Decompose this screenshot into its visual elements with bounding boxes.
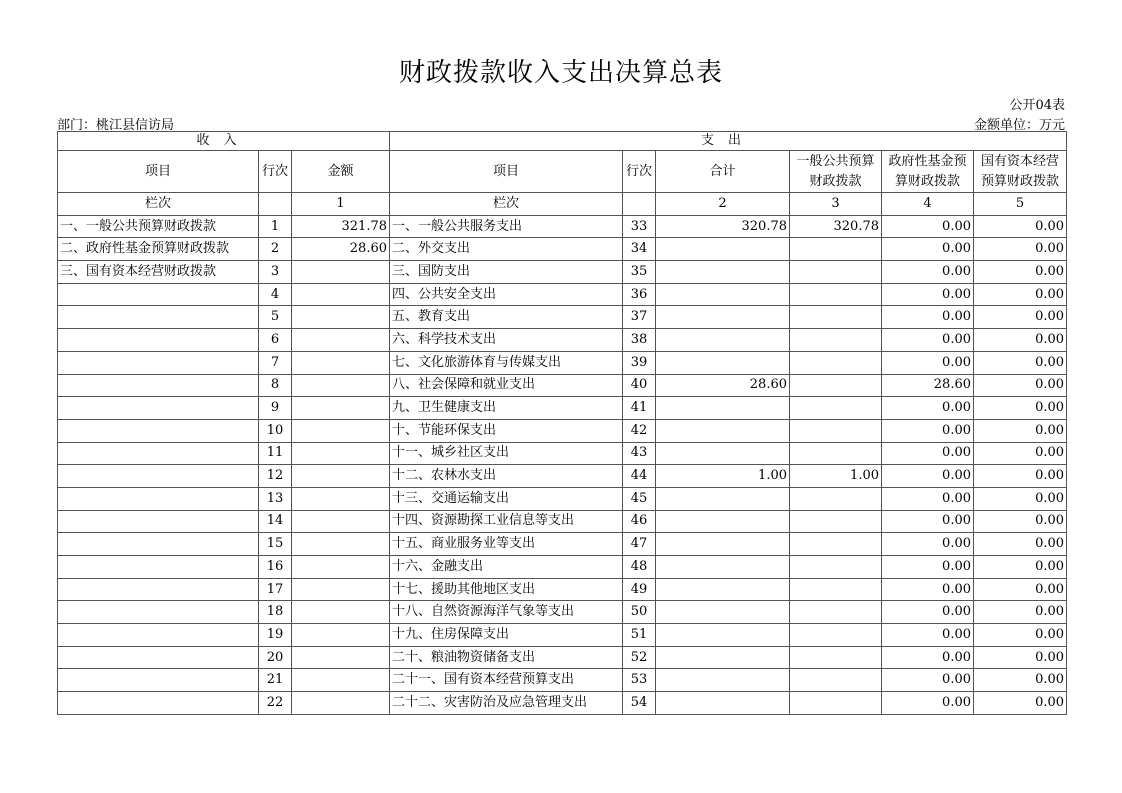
gov-fund-cell: 0.00 <box>882 442 974 465</box>
column-number-row <box>58 193 1067 216</box>
state-capital-cell: 0.00 <box>974 669 1067 692</box>
expense-line-cell: 49 <box>623 578 656 601</box>
total-cell <box>656 397 790 420</box>
general-budget-cell <box>790 397 882 420</box>
income-line-cell: 14 <box>259 510 292 533</box>
expense-item-cell: 六、科学技术支出 <box>390 329 623 352</box>
gov-fund-cell: 0.00 <box>882 669 974 692</box>
table-row <box>58 329 1067 352</box>
table-row <box>58 533 1067 556</box>
gov-fund-cell: 0.00 <box>882 351 974 374</box>
total-column-number: 2 <box>656 193 790 216</box>
income-item-cell <box>58 624 259 647</box>
income-amount-header: 金额 <box>292 151 390 193</box>
state-capital-cell: 0.00 <box>974 533 1067 556</box>
general-budget-cell <box>790 578 882 601</box>
total-cell <box>656 442 790 465</box>
expense-item-cell: 十、节能环保支出 <box>390 419 623 442</box>
expense-item-cell: 三、国防支出 <box>390 261 623 284</box>
expense-line-cell: 42 <box>623 419 656 442</box>
income-line-cell: 1 <box>259 215 292 238</box>
general-budget-cell <box>790 692 882 715</box>
total-cell <box>656 646 790 669</box>
expense-line-cell: 50 <box>623 601 656 624</box>
expense-line-cell: 37 <box>623 306 656 329</box>
expense-section-header: 支出 <box>390 132 1067 151</box>
gov-fund-cell: 0.00 <box>882 601 974 624</box>
expense-item-cell: 十九、住房保障支出 <box>390 624 623 647</box>
expense-line-cell: 41 <box>623 397 656 420</box>
expense-line-cell: 47 <box>623 533 656 556</box>
gov-fund-cell: 0.00 <box>882 556 974 579</box>
state-capital-cell: 0.00 <box>974 419 1067 442</box>
expense-item-cell: 十三、交通运输支出 <box>390 487 623 510</box>
general-budget-cell <box>790 329 882 352</box>
expense-line-cell: 44 <box>623 465 656 488</box>
income-amount-column-number: 1 <box>292 193 390 216</box>
table-row <box>58 261 1067 284</box>
gov-fund-cell: 0.00 <box>882 510 974 533</box>
expense-item-cell: 四、公共安全支出 <box>390 283 623 306</box>
expense-item-cell: 二、外交支出 <box>390 238 623 261</box>
table-row <box>58 397 1067 420</box>
income-item-cell <box>58 533 259 556</box>
table-row <box>58 374 1067 397</box>
expense-line-header: 行次 <box>623 151 656 193</box>
gov-fund-cell: 0.00 <box>882 329 974 352</box>
expense-item-cell: 十七、援助其他地区支出 <box>390 578 623 601</box>
income-line-cell: 15 <box>259 533 292 556</box>
income-amount-cell <box>292 556 390 579</box>
gov-fund-cell: 0.00 <box>882 465 974 488</box>
state-capital-cell: 0.00 <box>974 261 1067 284</box>
general-budget-cell <box>790 601 882 624</box>
income-item-cell <box>58 465 259 488</box>
income-amount-cell <box>292 601 390 624</box>
gov-fund-cell: 0.00 <box>882 397 974 420</box>
income-amount-cell: 321.78 <box>292 215 390 238</box>
income-line-cell: 10 <box>259 419 292 442</box>
gov-fund-cell: 0.00 <box>882 646 974 669</box>
total-cell <box>656 261 790 284</box>
income-amount-cell <box>292 419 390 442</box>
income-amount-cell <box>292 397 390 420</box>
expense-item-cell: 二十一、国有资本经营预算支出 <box>390 669 623 692</box>
table-row <box>58 283 1067 306</box>
income-item-cell <box>58 692 259 715</box>
gov-fund-cell: 0.00 <box>882 487 974 510</box>
state-capital-cell: 0.00 <box>974 646 1067 669</box>
state-capital-cell: 0.00 <box>974 487 1067 510</box>
income-line-number-cell <box>259 193 292 216</box>
income-amount-cell <box>292 669 390 692</box>
income-item-cell <box>58 329 259 352</box>
table-row <box>58 692 1067 715</box>
income-amount-cell <box>292 510 390 533</box>
state-capital-cell: 0.00 <box>974 329 1067 352</box>
general-budget-header: 一般公共预算财政拨款 <box>790 151 882 193</box>
income-amount-cell <box>292 283 390 306</box>
state-capital-cell: 0.00 <box>974 465 1067 488</box>
total-cell <box>656 306 790 329</box>
income-item-cell: 二、政府性基金预算财政拨款 <box>58 238 259 261</box>
state-capital-cell: 0.00 <box>974 215 1067 238</box>
income-line-cell: 13 <box>259 487 292 510</box>
gov-fund-cell: 0.00 <box>882 578 974 601</box>
income-item-cell <box>58 374 259 397</box>
general-budget-cell <box>790 487 882 510</box>
income-amount-cell <box>292 351 390 374</box>
report-title: 财政拨款收入支出决算总表 <box>398 58 723 88</box>
expense-line-cell: 36 <box>623 283 656 306</box>
income-item-cell <box>58 556 259 579</box>
table-row <box>58 442 1067 465</box>
gov-fund-cell: 0.00 <box>882 624 974 647</box>
income-amount-cell <box>292 306 390 329</box>
income-item-cell <box>58 669 259 692</box>
income-amount-cell <box>292 646 390 669</box>
expense-item-cell: 二十、粮油物资储备支出 <box>390 646 623 669</box>
expense-line-cell: 48 <box>623 556 656 579</box>
total-cell <box>656 556 790 579</box>
table-row <box>58 238 1067 261</box>
total-cell <box>656 510 790 533</box>
total-cell <box>656 669 790 692</box>
total-cell <box>656 692 790 715</box>
total-cell: 320.78 <box>656 215 790 238</box>
income-column-label: 栏次 <box>58 193 259 216</box>
total-cell <box>656 487 790 510</box>
income-line-cell: 9 <box>259 397 292 420</box>
state-capital-cell: 0.00 <box>974 556 1067 579</box>
general-budget-cell <box>790 306 882 329</box>
state-capital-cell: 0.00 <box>974 601 1067 624</box>
income-amount-cell <box>292 533 390 556</box>
total-cell <box>656 533 790 556</box>
gov-fund-cell: 0.00 <box>882 692 974 715</box>
income-item-cell: 三、国有资本经营财政拨款 <box>58 261 259 284</box>
total-cell <box>656 419 790 442</box>
income-item-cell <box>58 306 259 329</box>
general-budget-column-number: 3 <box>790 193 882 216</box>
state-capital-cell: 0.00 <box>974 578 1067 601</box>
state-capital-cell: 0.00 <box>974 351 1067 374</box>
total-cell: 1.00 <box>656 465 790 488</box>
table-row <box>58 465 1067 488</box>
expense-line-cell: 38 <box>623 329 656 352</box>
income-item-header: 项目 <box>58 151 259 193</box>
department-label: 部门：桃江县信访局 <box>57 118 175 133</box>
table-row <box>58 624 1067 647</box>
income-line-cell: 19 <box>259 624 292 647</box>
gov-fund-cell: 28.60 <box>882 374 974 397</box>
expense-line-cell: 40 <box>623 374 656 397</box>
state-capital-cell: 0.00 <box>974 510 1067 533</box>
total-cell <box>656 238 790 261</box>
state-capital-cell: 0.00 <box>974 692 1067 715</box>
total-cell: 28.60 <box>656 374 790 397</box>
income-item-cell <box>58 487 259 510</box>
general-budget-cell <box>790 238 882 261</box>
general-budget-cell <box>790 646 882 669</box>
general-budget-cell: 320.78 <box>790 215 882 238</box>
general-budget-cell <box>790 510 882 533</box>
state-capital-header: 国有资本经营预算财政拨款 <box>974 151 1067 193</box>
expense-line-cell: 52 <box>623 646 656 669</box>
income-amount-cell <box>292 329 390 352</box>
income-line-cell: 18 <box>259 601 292 624</box>
table-row <box>58 510 1067 533</box>
general-budget-cell <box>790 669 882 692</box>
general-budget-cell <box>790 556 882 579</box>
form-number: 公开04表 <box>1009 98 1065 113</box>
income-amount-cell <box>292 578 390 601</box>
income-amount-cell <box>292 624 390 647</box>
income-item-cell: 一、一般公共预算财政拨款 <box>58 215 259 238</box>
gov-fund-column-number: 4 <box>882 193 974 216</box>
income-item-cell <box>58 442 259 465</box>
total-cell <box>656 578 790 601</box>
income-line-cell: 4 <box>259 283 292 306</box>
income-line-cell: 3 <box>259 261 292 284</box>
income-line-cell: 8 <box>259 374 292 397</box>
income-item-cell <box>58 578 259 601</box>
state-capital-column-number: 5 <box>974 193 1067 216</box>
gov-fund-cell: 0.00 <box>882 283 974 306</box>
state-capital-cell: 0.00 <box>974 238 1067 261</box>
gov-fund-header: 政府性基金预算财政拨款 <box>882 151 974 193</box>
total-cell <box>656 329 790 352</box>
general-budget-cell <box>790 351 882 374</box>
income-item-cell <box>58 510 259 533</box>
expense-item-cell: 十六、金融支出 <box>390 556 623 579</box>
income-line-cell: 22 <box>259 692 292 715</box>
expense-line-cell: 51 <box>623 624 656 647</box>
income-line-cell: 21 <box>259 669 292 692</box>
income-amount-cell: 28.60 <box>292 238 390 261</box>
expense-line-cell: 39 <box>623 351 656 374</box>
general-budget-cell: 1.00 <box>790 465 882 488</box>
total-cell <box>656 601 790 624</box>
income-item-cell <box>58 646 259 669</box>
income-item-cell <box>58 351 259 374</box>
table-row <box>58 578 1067 601</box>
expense-item-cell: 十二、农林水支出 <box>390 465 623 488</box>
table-row <box>58 306 1067 329</box>
general-budget-cell <box>790 374 882 397</box>
amount-unit-label: 金额单位：万元 <box>973 118 1065 133</box>
section-header-row <box>58 132 1067 151</box>
column-header-row <box>58 151 1067 193</box>
general-budget-cell <box>790 624 882 647</box>
general-budget-cell <box>790 442 882 465</box>
expense-item-cell: 十八、自然资源海洋气象等支出 <box>390 601 623 624</box>
expense-line-cell: 43 <box>623 442 656 465</box>
general-budget-cell <box>790 283 882 306</box>
expense-item-cell: 二十二、灾害防治及应急管理支出 <box>390 692 623 715</box>
expense-item-cell: 十四、资源勘探工业信息等支出 <box>390 510 623 533</box>
expense-line-cell: 34 <box>623 238 656 261</box>
expense-item-cell: 九、卫生健康支出 <box>390 397 623 420</box>
expense-line-cell: 46 <box>623 510 656 533</box>
state-capital-cell: 0.00 <box>974 283 1067 306</box>
gov-fund-cell: 0.00 <box>882 261 974 284</box>
expense-line-cell: 54 <box>623 692 656 715</box>
expense-item-cell: 十五、商业服务业等支出 <box>390 533 623 556</box>
income-line-cell: 16 <box>259 556 292 579</box>
income-amount-cell <box>292 261 390 284</box>
expense-item-cell: 十一、城乡社区支出 <box>390 442 623 465</box>
expense-item-cell: 八、社会保障和就业支出 <box>390 374 623 397</box>
table-row <box>58 556 1067 579</box>
table-row <box>58 646 1067 669</box>
general-budget-cell <box>790 261 882 284</box>
expense-item-cell: 五、教育支出 <box>390 306 623 329</box>
gov-fund-cell: 0.00 <box>882 306 974 329</box>
general-budget-cell <box>790 419 882 442</box>
gov-fund-cell: 0.00 <box>882 215 974 238</box>
expense-line-cell: 45 <box>623 487 656 510</box>
income-item-cell <box>58 397 259 420</box>
income-item-cell <box>58 419 259 442</box>
expense-item-cell: 七、文化旅游体育与传媒支出 <box>390 351 623 374</box>
gov-fund-cell: 0.00 <box>882 533 974 556</box>
table-row <box>58 215 1067 238</box>
state-capital-cell: 0.00 <box>974 374 1067 397</box>
income-line-cell: 20 <box>259 646 292 669</box>
total-cell <box>656 351 790 374</box>
total-cell <box>656 624 790 647</box>
income-amount-cell <box>292 442 390 465</box>
total-header: 合计 <box>656 151 790 193</box>
expense-line-cell: 33 <box>623 215 656 238</box>
budget-summary-table <box>57 131 1067 715</box>
income-amount-cell <box>292 465 390 488</box>
table-row <box>58 419 1067 442</box>
income-amount-cell <box>292 692 390 715</box>
total-cell <box>656 283 790 306</box>
income-line-cell: 2 <box>259 238 292 261</box>
income-amount-cell <box>292 487 390 510</box>
state-capital-cell: 0.00 <box>974 624 1067 647</box>
gov-fund-cell: 0.00 <box>882 238 974 261</box>
income-section-header: 收入 <box>58 132 390 151</box>
expense-column-label: 栏次 <box>390 193 623 216</box>
income-line-header: 行次 <box>259 151 292 193</box>
expense-line-cell: 53 <box>623 669 656 692</box>
state-capital-cell: 0.00 <box>974 306 1067 329</box>
state-capital-cell: 0.00 <box>974 397 1067 420</box>
expense-line-cell: 35 <box>623 261 656 284</box>
income-amount-cell <box>292 374 390 397</box>
income-item-cell <box>58 601 259 624</box>
income-item-cell <box>58 283 259 306</box>
expense-item-header: 项目 <box>390 151 623 193</box>
expense-item-cell: 一、一般公共服务支出 <box>390 215 623 238</box>
general-budget-cell <box>790 533 882 556</box>
income-line-cell: 5 <box>259 306 292 329</box>
state-capital-cell: 0.00 <box>974 442 1067 465</box>
income-line-cell: 17 <box>259 578 292 601</box>
expense-line-number-cell <box>623 193 656 216</box>
table-row <box>58 487 1067 510</box>
income-line-cell: 11 <box>259 442 292 465</box>
table-row <box>58 601 1067 624</box>
income-line-cell: 12 <box>259 465 292 488</box>
income-line-cell: 6 <box>259 329 292 352</box>
income-line-cell: 7 <box>259 351 292 374</box>
table-row <box>58 669 1067 692</box>
table-row <box>58 351 1067 374</box>
gov-fund-cell: 0.00 <box>882 419 974 442</box>
